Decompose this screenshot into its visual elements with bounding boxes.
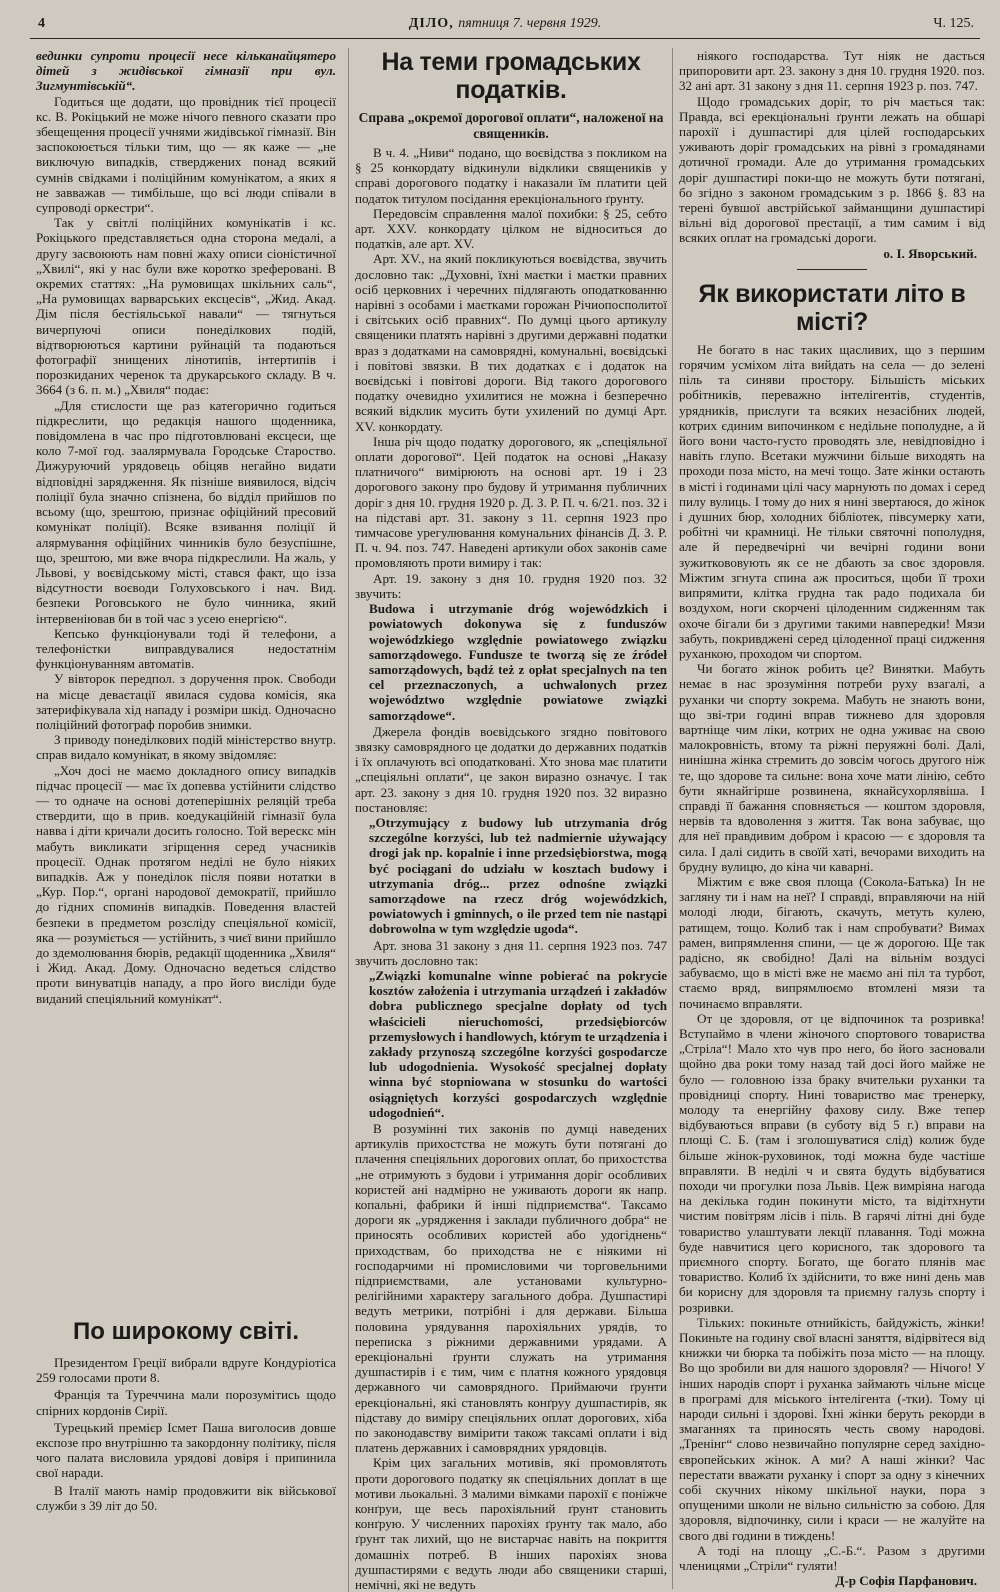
column-1 — [36, 48, 336, 1006]
masthead-title: ДІЛО, — [408, 16, 454, 31]
author-signature: о. І. Яворський. — [883, 245, 977, 261]
page-number: 4 — [38, 16, 45, 31]
paragraph: Годиться ще додати, що провідник тієї процесії кс. В. Рокіцький не може нічого певного сказати про збещещення процесії учнями жидівської гімназії. Він заспокоюється тільки тим, що — як каже — „не виключую випадків, стверджених понад всякий сумнів свідками і поліційним комунікатом, а яких я не завважав — тимбільше, що всі люди співали в супроводі оркестри“. — [36, 93, 336, 216]
paragraph: ніякого господарства. Тут ніяк не дасться припоровити арт. 23. закону з дня 10. грудня 1920. поз. 32 ані арт. 31 закону з дня 11. серпня 1923 р. поз. 747. — [679, 48, 985, 94]
paragraph: Крім цих загальних мотивів, які промовлятоть проти дорогового податку як спеціяльних доплат в ще мотиви льокальні. З малими вімками парохії є поніжче конґруи, ще весь парохіяльний ґрунт становить конґрую. У численних парохіях ґрунту так мало, або ґрунт так лихий, що не вистарчає навіть на покриття домашніх потреб. В інших парохіях знова душпастирями є ведуть люди або священики старші, немічні, які не ведуть — [355, 1455, 667, 1592]
tax-article-subheading: Справа „окремої дорогової оплати“, наложеної на священиків. — [358, 110, 664, 141]
paragraph: В ч. 4. „Ниви“ подано, що воєвідства з покликом на § 25 конкордату відкинули відклики священиків у справі дорогового податку і наказали їм платити цей податок титулом посідання ерекціонального ґрунту. — [355, 145, 667, 206]
paragraph: Передовсім справлення малої похибки: § 25, себто арт. XXV. конкордату цілком не відноситься до податків, але арт. XV. — [355, 205, 667, 252]
paragraph: Арт. 19. закону з дня 10. грудня 1920 поз. 32 звучить: — [355, 570, 667, 601]
paragraph: Арт. XV., на який покликуються воєвідства, звучить дословно так: „Духовні, їхні маєтки і маєтки правних осіб церковних і черечних підлягають оподаткованню нарівні з особами і маєтками горожан Річиопосполитої і світських осіб правних“. По думці цього артикулу священики платять нарівні з другими державні податки враз з додатками на самоврядні, комунальні, воєвідські і повітові звязки. В тих додатках є і додаток на воєвідські і повітові дороги. Від такого дорогового податку очевидно ухилитися не можна і безперечно всякий відклик мусить бути ухилений по думці Арт. XV. конкордату. — [355, 251, 667, 434]
law-quote: Budowa i utrzymanie dróg wojewódzkich i powiatowych dokonywa się z funduszów wojewódzkiego względnie powiatowego związku samorządowego. Fundusze te tworzą się ze źródeł samorządowych, bądź też z opłat specjalnych na ten cel przeznaczonych, a uchwalonych przez województwo względnie powiatowe związki samorządowe“. — [369, 601, 667, 723]
author-signature: Д-р Софія Парфанович. — [835, 1573, 977, 1589]
paragraph: Не богато в нас таких щасливих, що з першим горячим усміхом літа вийдать на села — до зелені піль та синяви простору. Більшість міських робітників, переважно інтелігентів, студентів, урядників, прислуги та всяких незасібних людей, котрих єдиним випочинком є недільне пополудне, а й його вони часто-густо проводять зле, невідповідно і навіть глупо. Всетаки мужчини більше виходять на проходи поза місто, на мечі тощо. Зате жінки остають в місті і годинами цілі часу марнують по домах і серед пилу вулиць. І тому до них я нині звертаюся, до жінок і душних бюр, холодних бібліотек, півсумерку хати, робітні чи крамниці. Не тільки святочні пополудня, але й передвечірні чи вечірні години вони зужиткововують як се не дбають за своє здоровля. Міжтим згнута спина аж проситься, щоби її трохи випрямити, клітка грудна так радо подихала би воздухом, ноги скорчені цілоденним сидженням так охоче бігали би з другими такими навпередки! Мязи забуть, покривджені серед цілоденної праці сидження руханкою, проходом чи спортом. — [679, 341, 985, 661]
paragraph: От це здоровля, от це відпочинок та розривка! Вступаймо в члени жіночого спортового товариства „Стріла“! Мало хто чув про него, бо його засновали щойно два роки тому назад тай досі його майже не було — головною ізза браку вчительки руханки та провідниці спорту. Нині товариство має тренерку, молоду та енергійну фахову силу. Вже тепер відбуваються вправи (в суботу від 5 г.) вправи на площі С. Б. (там і зголошуватися слід) колиж буде більше жінок-руховинок, тоді можна буде частіше вправляти. В неділі ч и свята будуть відбуватися походи чи прогулки поза Львів. Цеж вимріяна нагода на декілька годин покинути місто, та відітхнути чистим повітрям лісів і піль. В гарячі літні дні буде товариство улаштувати лекції плавання. Тоді можна буде навчитися цего корисного, так здорового та приємного спорту. Богато, ще богато плянів має товариство. Колиб їх здійснити, то вже нині день мав би корисну для здоровля та приємну галузь спорту і розривки. — [679, 1010, 985, 1315]
paragraph: З приводу понеділкових подій міністерство внутр. справ видало комунікат, в якому звідомляє: — [36, 732, 336, 763]
paragraph: В розумінні тих законів по думці наведених артикулів прихостства не можуть бути потягані до плачення спеціяльних дорогових оплат, бо прихостства „не отримують з будови і утримання доріг особливих користей ані надмірно не уживають дороги як напр. копальні, фабрики й інші підприємства“. Таксамо дороги як „урядження і заклади публичного добра“ не приносять особливих користей або удогіднень“ приходствам, бо приходства не є ніякими ні господарчими ні промисловими чи торговельними підприємствами, але установами культурно-релігійними характеру загального добра. Душпастирі ведуть метрики, потрібні і для держави. Більша половина урядування парохіяльних урядів, то переписка з ріжними державними урядами. А ерекціональні ґрунти служать на утримання душпастирів і є тим, чим є платня кожного урядовця державного чи самоврядного. Приймаючи ґрунти ерекціональні, які становлять конґруу душпастирів, як підставу до виміру спеціяльних оплат дорогових, хіба по законодавству вимірити також таксамі оплати і від платень державних і самоврядних урядовців. — [355, 1121, 667, 1456]
law-quote: „Otrzymujący z budowy lub utrzymania dróg szczególne korzyści, lub też nadmiernie używający drogi jak np. kopalnie i inne przedsiębiorstwa, mogą być pociągani do udziału w kosztach budowy i utrzymania dróg... przez odnośne związki samorządowe na rzecz dróg wojewódzkich, powiatowych i gminnych, o ile przed tem nie nastąpi dobrowolna w tym względzie ugoda“. — [369, 814, 667, 937]
paragraph: Тільких: покиньте отнийкість, байдужість, жінки! Покиньте на годину свої власні заняття, відірвітеся від книжки чи бюрка та побіжіть поза місто — на площу. Во що зробили ви для нашого здоровля? — Нічого! У інших народів спорт і руханка займають чільне місце в програмі для міського інтелігента (-тки). Тому ці народи сильні і здорові. Їхні жінки беруть рекорди в змаганнях та приносять честь свому народові. „Тренінг“ слово незвичайно популярне серед західно-європейських жінок. А ми? А наші жінки? Час перестати вважати руханку і спорт за одну з кінечних собі скучних нікому шкільної науки, пора з опущеними школи не вільно сильністю за собою. Для здоровля, відпочинку, сили і краси — не жалуйте на свого дві години в тиждень! — [679, 1314, 985, 1543]
paragraph: Кепсько функціонували тоді й телефони, а телефоністки виправдувалися недостатнім функціонуванням автоматів. — [36, 625, 336, 672]
paragraph: Джерела фондів воєвідського згядно повітового звязку самоврядного це додатки до державних податків і їх оплачують всі оподатковані. Хто знова має платити „спеціяльні оплати“, це закон виразно означує. І так арт. 23. закону з дня 10. грудня 1920 поз. 32 виразно постановляє: — [355, 723, 667, 815]
tax-article-heading: На теми громадських податків. — [381, 48, 641, 104]
paragraph: Міжтим є вже своя площа (Сокола-Батька) Ін не загляну ти і нам на неї? І справді, вправляючи на ній молоді люди, бігають, скачуть, метуть кулею, ратищем, тощо. Колиб так і нам спробувати? Вимах рамен, випрямлення спини, — це ж дорогою. Ще так радісно, як свобідно! Далі на вільнім воздусі забуваємо, що в місті вже не маємо ані піл та турбот, стаємо вряд, випрямлюємо втомлені мязи та починаємо вправляти. — [679, 873, 985, 1011]
law-quote: „Związki komunalne winne pobierać na pokrycie kosztów założenia i utrzymania urządzeń i zakładów dobra publicznego specjalne dopłaty od tych właścicieli nieruchomości, przedsiębiorców przemysłowych i handlowych, którym te urządzenia i zakłady przynoszą szczególne korzyści gospodarcze lub udogodnienia. Wysokość specjalnej dopłaty winna być stopniowana w stosunku do wartości osiągniętych korzyści gospodarczych względnie udogodnień“. — [369, 967, 667, 1120]
divider — [797, 269, 867, 270]
summer-article-heading: Як використати літо в місті? — [698, 279, 966, 336]
issue-number: Ч. 125. — [933, 16, 974, 31]
news-item: Президентом Греції вибрали вдруге Кондуріотіса 259 голосами проти 8. — [36, 1355, 336, 1386]
issue-date: пятниця 7. червня 1929. — [458, 16, 602, 31]
paragraph: У вівторок передпол. з доручення прок. Свободи на місце деваєтації явилася судова комісія, яка затерифікувала хід нападу і розміри шкід. Одночасно поліційний фотограф поробив знимки. — [36, 671, 336, 732]
world-news-heading: По широкому світі. — [72, 1318, 299, 1345]
news-item: В Італії мають намір продовжити вік військової служби з 39 літ до 50. — [36, 1482, 336, 1513]
paragraph: Так у світлі поліційних комунікатів і кс. Рокіцького представляється одна сторона медалі, а другу засвоюють нам повні жаху описи сіоністичної „Хвилі“, які у нас були вже коротко зреферовані. В окремих статтях: „На румовищах шкільних саль“, „На румовищах варварських ексцесів“, „Жид. Акад. Дім після бестіяльської навали“ — тягнуться вичерпуючі описи понеділкових подій, відтворюються картини руйнацій та подаються фотографії знищених лінотипів, інтертипів і порозкиданих черенок та друкарського складу. В ч. 3664 (з 6. п. м.) „Хвиля“ подає: — [36, 215, 336, 398]
article-continuation-intro: вединки супроти процесії несе кільканайцятеро дітей з жидівської гімназії при вул. Зигмунтівській“. — [36, 48, 336, 94]
column-2 — [348, 48, 667, 1592]
paragraph: Арт. знова 31 закону з дня 11. серпня 1923 поз. 747 звучить дословно так: — [355, 937, 667, 968]
paragraph: Чи богато жінок робить це? Винятки. Мабуть немає в нас зрозуміння потреби руху взагалі, а руханки чи спорту зокрема. Мабуть не знають вони, що зві-три годині вправ тижнево для здоровля вартніще чим ліки, котрих не одна уживає на свою малокровність, втому та ріжні перуяжні болі. Далі, нинішна жінка стремить до зовсім чогось другого ніж те, що здорове та сильне: вона хоче мати лінію, себто бути якнайгірше розвинена, якнайсухорлявіша. І справді її бажання сповняється — коштом здоровля, нервів та вдоволення з життя. Так вона забуває, що для неї правдивим добром і красою — є здоровля та сила. І далі сидить в своїй хаті, вечорами виходить на брудну вулицю, до кіна чи каварні. — [679, 661, 985, 874]
news-item: Турецький премієр Ісмет Паша виголосив довше експозе про внутрішню та закордонну політику, після чого палата висловила урядові довіря і припинила свої наради. — [36, 1419, 336, 1481]
column-3 — [672, 48, 985, 1589]
paragraph: „Хоч досі не маємо докладного опису випадків підчас процесії — має їх допевва устійнити слідство — то одначе на основі дотеперішніх реляцій треба ствердити, що в прив. коедукаційній гімназії була навва і діти кричали досить голосно. Той верескс мін мабуть викликати згірщення серед учасників процесії. Однак протягом неділі не було ніяких випадків. Аж у понеділок після появи нотатки в „Кур. Пор.“, органі народової демократії, прийшло до гідних споминів випадків. Поведення властей безпеки в предметом розсліду спеціяльної комісії, яка — розуміється — устійнить, з чиєї вини прийшло до здемолювання бюрів, редакції щоденника „Хвиля“ і Жид. Акад. Дому. Одночасно ведеться слідство проти винуватців нападу, а про його висліди буде виданий спеціяльний комунікат“. — [36, 762, 336, 1006]
paragraph: „Для стислости ще раз категорично годиться підкреслити, що редакція нашого щоденника, повідомлена в час про підготовлювані ексцеси, ще коло 7-мої год. заалярмувала Городське Староство. Дижуруючий урядовець обіцяв негайно видати відповідні зарядження. Як пізніше виявилося, відсіч поліції була значно спізнена, бо відділ прийшов по всьому (що, зрештою, признає офіційний пресовий комунікат поліції). Всяке взивання поліції й алярмування офіційних чинників було безуспішне, що, зрештою, ми вже вчора підкреслили. На жаль, у Львові, у воєвідському місті, стався факт, що ізза відсутности воєводи Голуховського і нач. Вид. безпеки Роговського не було чинника, який інтервеніював би в той час з усею енергією“. — [36, 397, 336, 626]
paragraph: А тоді на площу „С.-Б.“. Разом з другими членицями „Стріли“ гуляти! — [679, 1542, 985, 1574]
world-news — [36, 1355, 336, 1515]
masthead — [30, 16, 980, 32]
paragraph: Щодо громадських доріг, то річ мається так: Правда, всі ерекціональні ґрунти лежать на обшарі парохії і душпастирі для цілей господарських уживають доріг громадських на рівні з громадянами дотичної громади. Але до утримання громадських доріг душпастирі поки-що не можуть бути потягані, бо згідно з законом громадським з р. 1866 §. 83 на терені бувшої австрійської займанщини душпастирі вільні від дорогової престації, а тим самим і від всяких оплат на громадські дороги. — [679, 93, 985, 246]
paragraph: Інша річ щодо податку дорогового, як „спеціяльної оплати дорогової“. Цей податок на основі „Наказу платничого“ вимірюють на основі арт. 19 і 23 дорогового закону про будову й утримання публичних доріг з дня 10. грудня 1920 р. Д. З. Р. П. ч. 6/21. поз. 32 і на підставі арт. 31. закону з 11. серпня 1923 про тимчасове урегулювання комунальних фінансів Д. З. Р. П. ч. 94. поз. 747. Наведені артикули обох законів саме промовляють проти вимиру і так: — [355, 433, 667, 571]
page-header — [30, 14, 980, 39]
news-item: Франція та Туреччина мали порозумітись щодо спірних кордонів Сирії. — [36, 1387, 336, 1418]
